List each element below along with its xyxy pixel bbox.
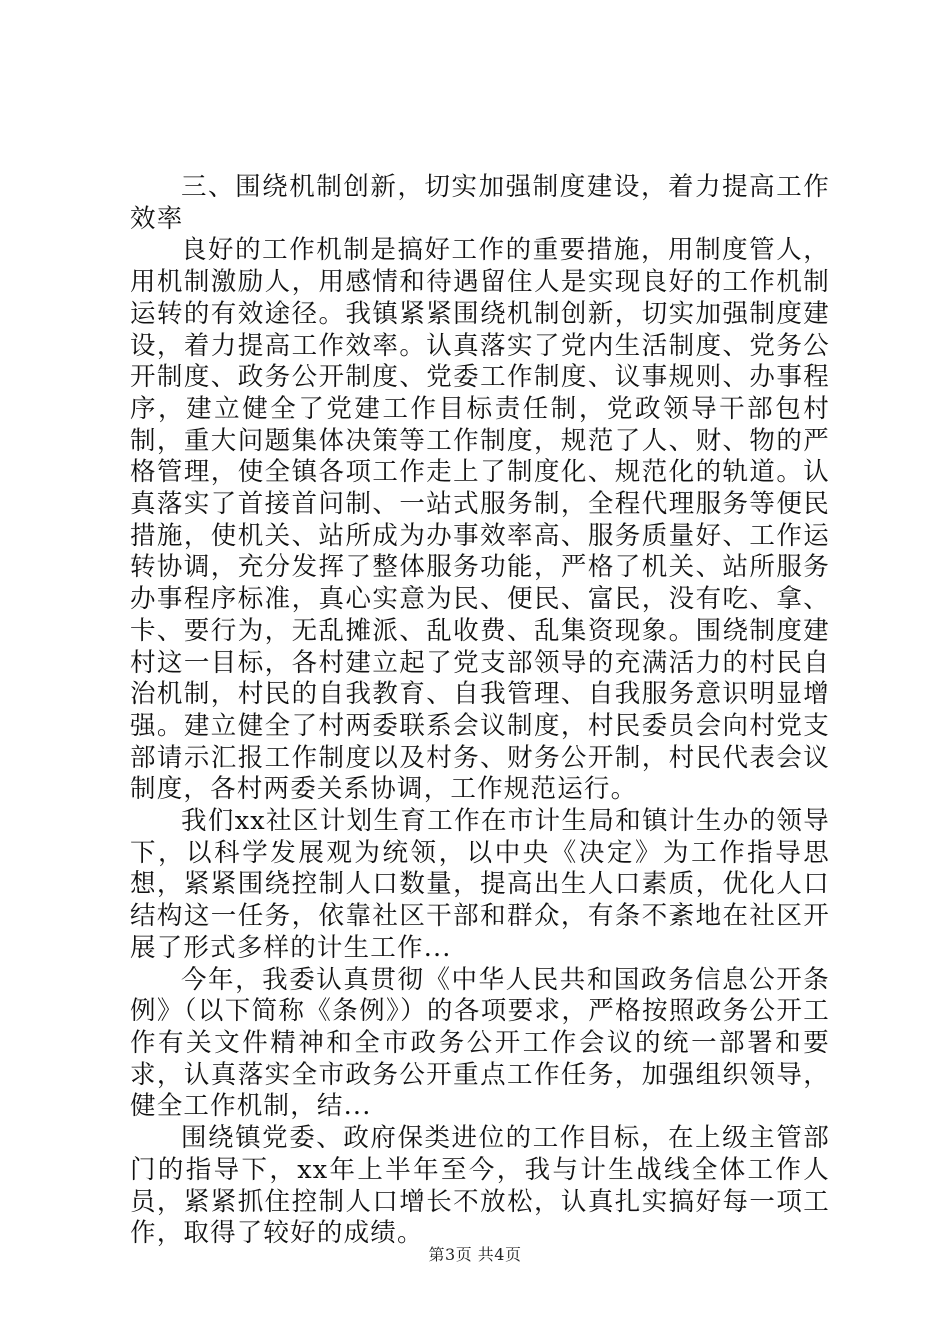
page-number-footer: 第3页 共4页 [428, 1245, 522, 1264]
body-paragraph-family-planning: 我们xx社区计划生育工作在市计生局和镇计生办的领导下，以科学发展观为统领，以中央《决定》为工作指导思想，紧紧围绕控制人口数量，提高出生人口素质，优化人口结构这一任务，依靠社区干部和群众，有条不紊地在社区开展了形式多样的计生工作... [130, 806, 830, 963]
section-heading-paragraph: 三、围绕机制创新，切实加强制度建设，着力提高工作效率 [130, 172, 830, 234]
body-paragraph-work-goals: 围绕镇党委、政府保类进位的工作目标，在上级主管部门的指导下，xx年上半年至今，我与计生战线全体工作人员，紧紧抓住控制人口增长不放松，认真扎实搞好每一项工作，取得了较好的成绩。 [130, 1123, 830, 1249]
body-paragraph-government-affairs: 今年，我委认真贯彻《中华人民共和国政务信息公开条例》（以下简称《条例》）的各项要求，严格按照政务公开工作有关文件精神和全市政务公开工作会议的统一部署和要求，认真落实全市政务公开重点工作任务，加强组织领导，健全工作机制，结... [130, 964, 830, 1122]
document-body [130, 172, 830, 1250]
body-paragraph-mechanism: 良好的工作机制是搞好工作的重要措施，用制度管人，用机制激励人，用感情和待遇留住人是实现良好的工作机制运转的有效途径。我镇紧紧围绕机制创新，切实加强制度建设，着力提高工作效率。认真落实了党内生活制度、党务公开制度、政务公开制度、党委工作制度、议事规则、办事程序，建立健全了党建工作目标责任制，党政领导干部包村制，重大问题集体决策等工作制度，规范了人、财、物的严格管理，使全镇各项工作走上了制度化、规范化的轨道。认真落实了首接首问制、一站式服务制，全程代理服务等便民措施，使机关、站所成为办事效率高、服务质量好、工作运转协调，充分发挥了整体服务功能，严格了机关、站所服务办事程序标准，真心实意为民、便民、富民，没有吃、拿、卡、要行为，无乱摊派、乱收费、乱集资现象。围绕制度建村这一目标，各村建立起了党支部领导的充满活力的村民自治机制，村民的自我教育、自我管理、自我服务意识明显增强。建立健全了村两委联系会议制度，村民委员会向村党支部请示汇报工作制度以及村务、财务公开制，村民代表会议制度，各村两委关系协调，工作规范运行。 [130, 235, 830, 805]
